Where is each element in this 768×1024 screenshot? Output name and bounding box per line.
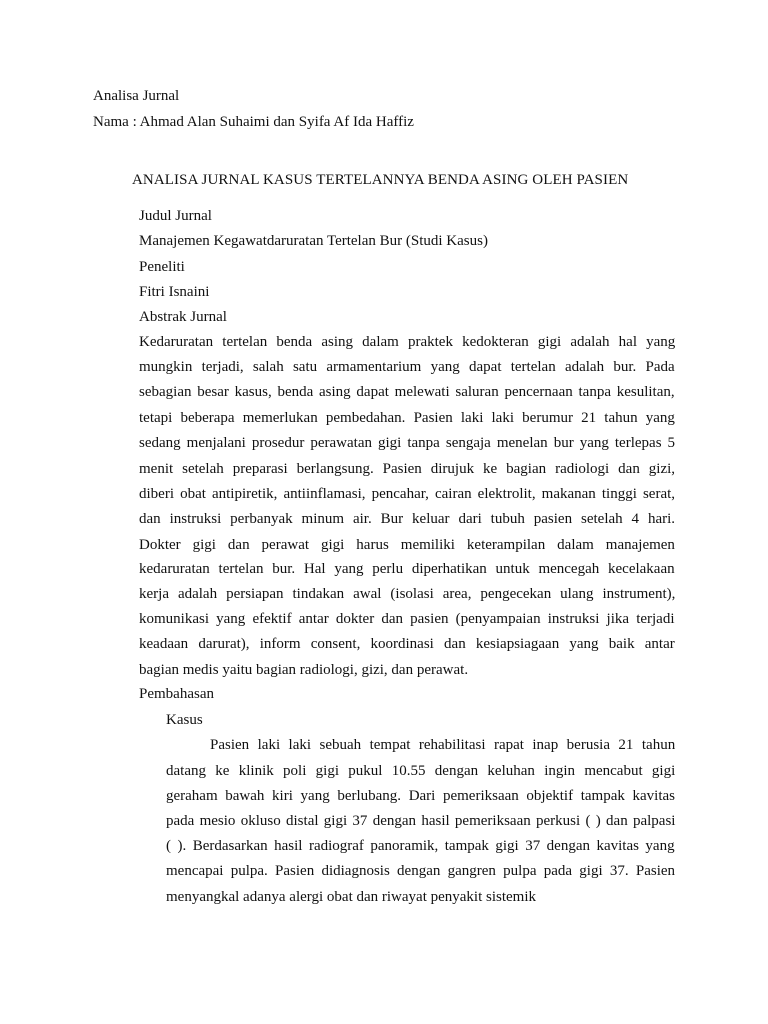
- pembahasan-label: Pembahasan: [139, 686, 214, 702]
- judul-jurnal-value: Manajemen Kegawatdaruratan Tertelan Bur (Studi Kasus): [139, 233, 488, 249]
- peneliti-label: Peneliti: [139, 259, 185, 275]
- kasus-line: Pasien laki laki sebuah tempat rehabilitasi rapat inap berusia 21 tahun: [210, 737, 676, 753]
- abstrak-jurnal-label: Abstrak Jurnal: [139, 309, 227, 325]
- abstract-line: sedang menjalani prosedur perawatan gigi tanpa sengaja menelan bur yang terlepas 5: [139, 435, 676, 451]
- abstract-line: Dokter gigi dan perawat gigi harus memiliki keterampilan dalam manajemen: [139, 537, 675, 553]
- kasus-line-last: menyangkal adanya alergi obat dan riwayat penyakit sistemik: [166, 889, 537, 905]
- abstract-line: sebagian besar kasus, benda asing dapat melewati saluran pencernaan tanpa kesulitan,: [139, 384, 675, 400]
- kasus-line: pada mesio okluso distal gigi 37 dengan hasil pemeriksaan perkusi ( ) dan palpasi: [166, 813, 676, 829]
- abstract-line: mungkin terjadi, salah satu armamentarium yang dapat tertelan adalah bur. Pada: [139, 359, 675, 375]
- header-analisa-jurnal: Analisa Jurnal: [93, 88, 180, 104]
- abstract-line: tetapi beberapa memerlukan pembedahan. Pasien laki laki berumur 21 tahun yang: [139, 410, 675, 426]
- kasus-label: Kasus: [166, 712, 203, 728]
- abstract-line: komunikasi yang efektif antar dokter dan pasien (penyampaian instruksi jika terjadi: [139, 611, 675, 627]
- judul-jurnal-label: Judul Jurnal: [139, 208, 212, 224]
- kasus-line: mencapai pulpa. Pasien didiagnosis dengan gangren pulpa pada gigi 37. Pasien: [166, 863, 676, 879]
- abstract-line: keadaan darurat), inform consent, koordinasi dan kesiapsiagaan yang baik antar: [139, 636, 675, 652]
- abstract-line: Kedaruratan tertelan benda asing dalam praktek kedokteran gigi adalah hal yang: [139, 334, 676, 350]
- document-title: ANALISA JURNAL KASUS TERTELANNYA BENDA ASING OLEH PASIEN: [132, 172, 629, 188]
- abstract-line: diberi obat antipiretik, antiinflamasi, pencahar, cairan elektrolit, makanan tinggi serat,: [139, 486, 676, 502]
- abstract-line: kedaruratan tertelan bur. Hal yang perlu diperhatikan untuk mencegah kecelakaan: [139, 561, 675, 577]
- abstract-line: kerja adalah persiapan tindakan awal (isolasi area, pengecekan ulang instrument),: [139, 586, 676, 602]
- kasus-line: datang ke klinik poli gigi pukul 10.55 dengan keluhan ingin mencabut gigi: [166, 763, 676, 779]
- kasus-line: geraham bawah kiri yang berlubang. Dari pemeriksaan objektif tampak kavitas: [166, 788, 675, 804]
- peneliti-value: Fitri Isnaini: [139, 284, 210, 300]
- abstract-line-last: bagian medis yaitu bagian radiologi, gizi, dan perawat.: [139, 662, 469, 678]
- kasus-line: ( ). Berdasarkan hasil radiograf panoramik, tampak gigi 37 dengan kavitas yang: [166, 838, 675, 854]
- header-author-names: Nama : Ahmad Alan Suhaimi dan Syifa Af Ida Haffiz: [93, 114, 414, 130]
- abstract-line: menit setelah preparasi berlangsung. Pasien dirujuk ke bagian radiologi dan gizi,: [139, 461, 676, 477]
- abstract-line: dan instruksi perbanyak minum air. Bur keluar dari tubuh pasien setelah 4 hari.: [139, 511, 676, 527]
